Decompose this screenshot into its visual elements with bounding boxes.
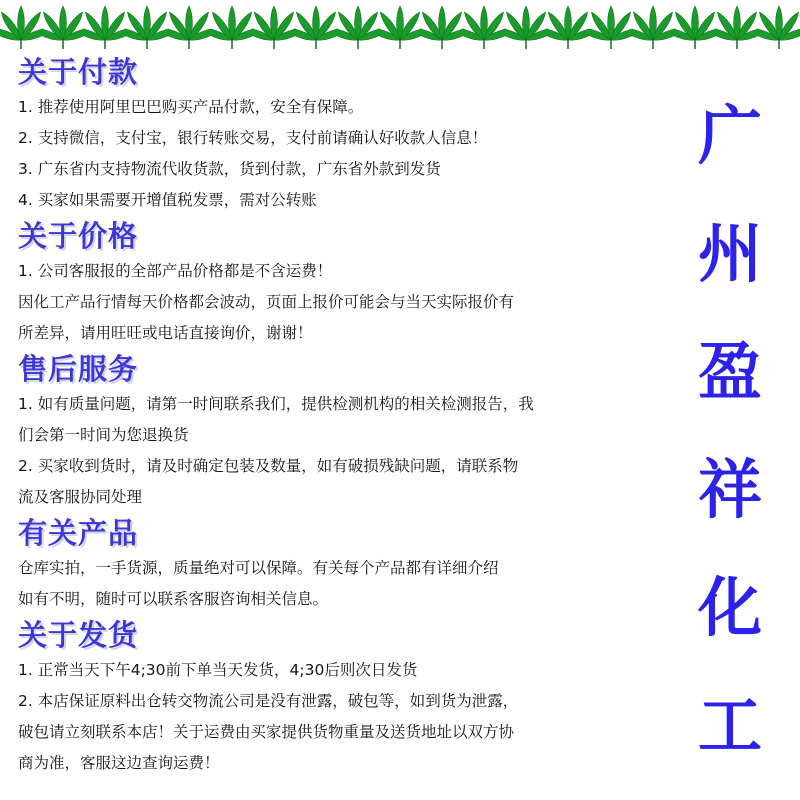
company-name-char: 广	[698, 99, 762, 174]
section-line: 仓库实拍，一手货源，质量绝对可以保障。有关每个产品都有详细介绍	[18, 559, 499, 577]
cannabis-leaf-icon	[589, 0, 633, 50]
section-price	[18, 216, 648, 349]
cannabis-leaf-icon	[715, 0, 759, 50]
company-name-char: 化	[698, 571, 762, 646]
section-line: 如有不明，随时可以联系客服咨询相关信息。	[18, 590, 329, 608]
cannabis-leaf-icon	[420, 0, 464, 50]
company-name-char: 州	[698, 217, 762, 292]
cannabis-leaf-icon	[546, 0, 590, 50]
cannabis-leaf-icon	[252, 0, 296, 50]
cannabis-leaf-icon	[125, 0, 169, 50]
section-line: 2. 本店保证原料出仓转交物流公司是没有泄露，破包等，如到货为泄露，	[18, 692, 519, 710]
cannabis-leaf-icon	[378, 0, 422, 50]
section-line: 商为准，客服这边查询运费！	[18, 754, 220, 772]
cannabis-leaf-icon	[631, 0, 675, 50]
section-title: 售后服务	[18, 352, 139, 386]
section-title: 关于价格	[18, 219, 139, 253]
section-line: 1. 公司客服报的全部产品价格都是不含运费！	[18, 262, 333, 280]
company-name-char: 盈	[698, 335, 762, 410]
section-line: 所差异，请用旺旺或电话直接询价，谢谢！	[18, 324, 313, 342]
cannabis-leaf-icon	[336, 0, 380, 50]
cannabis-leaf-icon	[41, 0, 85, 50]
cannabis-leaf-icon	[167, 0, 211, 50]
company-name-char: 工	[698, 689, 762, 764]
cannabis-leaf-icon	[462, 0, 506, 50]
section-line: 因化工产品行情每天价格都会波动，页面上报价可能会与当天实际报价有	[18, 293, 515, 311]
section-line: 2. 买家收到货时，请及时确定包装及数量，如有破损残缺问题，请联系物	[18, 457, 519, 475]
section-after-sales	[18, 349, 648, 513]
section-line: 们会第一时间为您退换货	[18, 426, 189, 444]
section-line: 1. 推荐使用阿里巴巴购买产品付款，安全有保障。	[18, 98, 364, 116]
section-line: 3. 广东省内支持物流代收货款，货到付款，广东省外款到发货	[18, 160, 441, 178]
cannabis-leaf-icon	[210, 0, 254, 50]
section-line: 4. 买家如果需要开增值税发票，需对公转账	[18, 191, 317, 209]
cannabis-leaf-icon	[0, 0, 43, 50]
section-line: 1. 如有质量问题，请第一时间联系我们，提供检测机构的相关检测报告，我	[18, 395, 534, 413]
section-line: 1. 正常当天下午4;30前下单当天发货，4;30后则次日发货	[18, 661, 418, 679]
section-line: 2. 支持微信，支付宝，银行转账交易，支付前请确认好收款人信息！	[18, 129, 488, 147]
section-shipping	[18, 615, 648, 779]
cannabis-leaf-icon	[294, 0, 338, 50]
cannabis-leaf-icon	[757, 0, 800, 50]
section-title: 关于发货	[18, 618, 139, 652]
leaf-border	[0, 0, 800, 56]
cannabis-leaf-icon	[504, 0, 548, 50]
section-title: 关于付款	[18, 55, 139, 89]
company-name-char: 祥	[698, 453, 762, 528]
section-title: 有关产品	[18, 516, 139, 550]
cannabis-leaf-icon	[673, 0, 717, 50]
section-payment	[18, 52, 648, 216]
company-name-vertical	[690, 78, 770, 786]
info-content	[18, 52, 648, 779]
section-product	[18, 513, 648, 615]
cannabis-leaf-icon	[83, 0, 127, 50]
section-line: 流及客服协同处理	[18, 488, 143, 506]
section-line: 破包请立刻联系本店！关于运费由买家提供货物重量及送货地址以双方协	[18, 723, 515, 741]
